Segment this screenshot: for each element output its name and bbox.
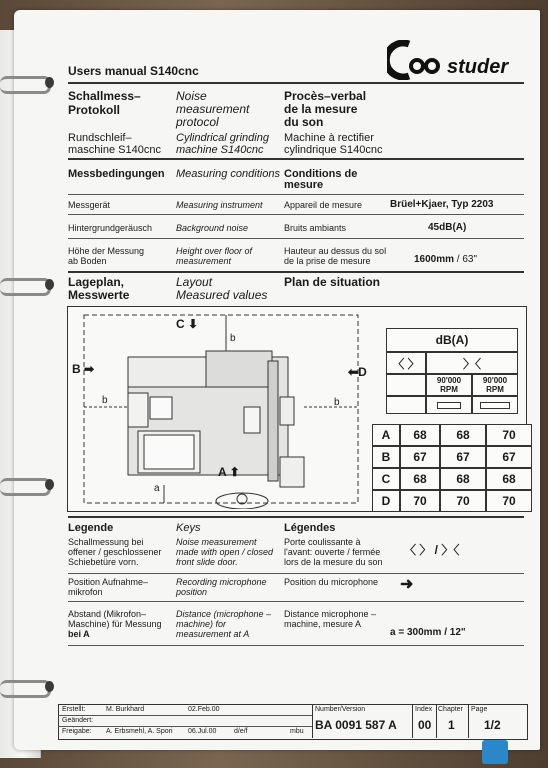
- arrow-down-icon: ⬇: [188, 317, 199, 331]
- title-de-2: Protokoll: [68, 103, 121, 117]
- rule-height: [68, 271, 524, 273]
- machine-en-2: machine S140cnc: [176, 144, 264, 156]
- label-a: A ⬆: [218, 465, 240, 479]
- legend-mic-en-2: position: [176, 587, 208, 597]
- rule-legend-1: [68, 573, 524, 574]
- legend-mic-de-1: Position Aufnahme–: [68, 577, 149, 587]
- conditions-de: Messbedingungen: [68, 168, 165, 180]
- title-en-3: protocol: [176, 115, 219, 129]
- legend-mic-fr-1: Position du microphone: [284, 577, 379, 587]
- svg-text:studer: studer: [447, 56, 509, 78]
- machine-panel-left: [128, 393, 148, 427]
- machine-top-left: [128, 357, 206, 387]
- row-height-en-2: measurement: [176, 256, 232, 266]
- footer-erstellt-label: Erstellt:: [62, 706, 86, 713]
- footer-number: BA 0091 587 A: [315, 718, 397, 732]
- legend-door-fr-1: Porte coulissante à: [284, 537, 361, 547]
- table-row-label: A: [372, 424, 400, 446]
- footer-number-label: Number/Version: [315, 706, 366, 713]
- table-tool-2: [472, 396, 518, 414]
- table-cell-db: 70: [486, 490, 532, 512]
- legend-mic-arrow-icon: ➜: [400, 576, 414, 593]
- corner-badge-icon: [482, 740, 508, 764]
- dim-b-right: b: [334, 397, 340, 408]
- row-height-fr-2: de la prise de mesure: [284, 256, 371, 266]
- table-cell-db: 70: [400, 490, 440, 512]
- table-cell-db: 70: [486, 424, 532, 446]
- legend-mic-en-1: Recording microphone: [176, 577, 267, 587]
- row-height-value: 1600mm: [414, 254, 455, 265]
- table-cell-db: 68: [486, 468, 532, 490]
- footer-erstellt-name: M. Burkhard: [106, 706, 145, 713]
- legend-door-en-2: made with open / closed: [176, 547, 274, 557]
- row-noise-en: Background noise: [176, 223, 249, 233]
- footer-index-label: Index: [415, 706, 433, 713]
- machine-side-unit: [280, 397, 294, 425]
- machine-en-1: Cylindrical grinding: [176, 132, 269, 144]
- table-symbol-open: 〈 〉: [386, 352, 426, 374]
- machine-fr-2: cylindrique S140cnc: [284, 144, 383, 156]
- legend-dist-value: a = 300mm / 12": [390, 627, 466, 638]
- row-height-value-wrap: [414, 254, 477, 266]
- table-tool-blank: [386, 396, 426, 414]
- rule-layout: [68, 516, 524, 518]
- legend-dist-de-2: Maschine) für Messung: [68, 619, 162, 629]
- dim-b-left: b: [102, 395, 108, 406]
- row-noise-value: 45dB(A): [428, 222, 467, 233]
- legend-dist-en-3: measurement at A: [176, 629, 250, 639]
- operator-figure: [216, 493, 268, 509]
- header-rule: [68, 82, 524, 84]
- footer-freigabe-date: 06.Jul.00: [188, 728, 217, 735]
- layout-de-2: Messwerte: [68, 288, 130, 302]
- conditions-fr-2: mesure: [284, 179, 324, 191]
- arrow-left-icon: ⬅: [348, 365, 359, 379]
- footer-chapter-label: Chapter: [438, 706, 463, 713]
- table-row-label: D: [372, 490, 400, 512]
- title-de-1: Schallmess–: [68, 89, 141, 103]
- label-c: C ⬇: [176, 317, 199, 331]
- rule-legend-3: [68, 645, 524, 646]
- conditions-en: Measuring conditions: [176, 168, 280, 180]
- row-instrument-fr: Appareil de mesure: [284, 200, 363, 210]
- legend-fr: Légendes: [284, 522, 336, 534]
- doc-title: Users manual S140cnc: [68, 64, 199, 78]
- footer-freigabe-label: Freigabe:: [62, 728, 92, 735]
- legend-dist-de-3: bei A: [68, 629, 90, 639]
- machine-window: [150, 397, 172, 419]
- legend-door-fr-3: lors de la mesure du son: [284, 557, 383, 567]
- rule-conditions: [68, 194, 524, 195]
- legend-dist-fr-2: machine, mesure A: [284, 619, 362, 629]
- row-noise-fr: Bruits ambiants: [284, 223, 347, 233]
- machine-door-glass: [144, 435, 194, 469]
- table-symbol-closed: 〉〈: [426, 352, 518, 374]
- title-en-2: measurement: [176, 102, 250, 116]
- machine-fr-1: Machine à rectifier: [284, 132, 374, 144]
- legend-dist-en-1: Distance (microphone –: [176, 609, 272, 619]
- rule-instrument: [68, 214, 524, 215]
- table-cell-db: 67: [440, 446, 486, 468]
- footer-lang: d/e/f: [234, 728, 248, 735]
- studer-logo: [387, 40, 527, 85]
- footer-div-3: [436, 704, 437, 738]
- studer-logo-icon: [387, 40, 527, 80]
- dim-a: a: [154, 483, 160, 494]
- table-cell-db: 68: [440, 424, 486, 446]
- row-height-en-1: Height over floor of: [176, 246, 253, 256]
- table-rpm-2: 90'000 RPM: [472, 374, 518, 396]
- table-rpm-blank: [386, 374, 426, 396]
- machine-column: [268, 361, 278, 481]
- table-cell-db: 67: [400, 446, 440, 468]
- row-height-fr-1: Hauteur au dessus du sol: [284, 246, 387, 256]
- footer-div-2: [412, 704, 413, 738]
- table-row-label: C: [372, 468, 400, 490]
- footer-div-4: [468, 704, 469, 738]
- footer-chapter: 1: [448, 718, 455, 732]
- footer-rule-1: [58, 715, 312, 716]
- legend-door-de-3: Schiebetüre vorn.: [68, 557, 139, 567]
- footer-page-label: Page: [471, 706, 488, 713]
- legend-door-fr-2: l'avant: ouverte / fermée: [284, 547, 381, 557]
- table-cell-db: 68: [400, 424, 440, 446]
- table-unit-header: dB(A): [386, 328, 518, 352]
- row-height-de-1: Höhe der Messung: [68, 246, 145, 256]
- footer-erstellt-date: 02.Feb.00: [188, 706, 220, 713]
- legend-door-symbol: 〈 〉 / 〉〈: [404, 543, 460, 557]
- document-page: [14, 10, 540, 750]
- title-fr-2: de la mesure: [284, 102, 358, 116]
- table-tool-1: [426, 396, 472, 414]
- row-noise-de: Hintergrundgeräusch: [68, 223, 153, 233]
- table-cell-db: 70: [440, 490, 486, 512]
- layout-en-2: Measured values: [176, 288, 268, 302]
- title-fr-1: Procès–verbal: [284, 89, 367, 103]
- legend-de: Legende: [68, 522, 114, 534]
- machine-top-right: [206, 351, 272, 387]
- row-height-unit: / 63": [454, 254, 478, 265]
- conditions-fr-1: Conditions de: [284, 168, 358, 180]
- machine-spindle: [244, 407, 260, 433]
- rule-machine: [68, 158, 524, 160]
- layout-de-1: Lageplan,: [68, 275, 125, 289]
- footer-div-1: [312, 704, 313, 738]
- label-d: ⬅D: [348, 365, 367, 379]
- footer-index: 00: [418, 718, 432, 732]
- footer-freigabe-name: A. Erbsmehl, A. Spori: [106, 728, 173, 735]
- title-fr-3: du son: [284, 115, 324, 129]
- legend-dist-fr-1: Distance microphone –: [284, 609, 377, 619]
- dim-b-top: b: [230, 333, 236, 344]
- table-rpm-1: 90'000 RPM: [426, 374, 472, 396]
- legend-mic-de-2: mikrofon: [68, 587, 103, 597]
- layout-en-1: Layout: [176, 275, 213, 289]
- table-cell-db: 67: [486, 446, 532, 468]
- arrow-right-icon: ➡: [84, 362, 95, 376]
- legend-door-en-3: front slide door.: [176, 557, 238, 567]
- footer-geaendert-label: Geändert:: [62, 717, 94, 724]
- legend-door-de-1: Schallmessung bei: [68, 537, 144, 547]
- legend-door-de-2: offener / geschlossener: [68, 547, 162, 557]
- spindle-icon: [437, 402, 461, 409]
- table-row-label: B: [372, 446, 400, 468]
- binder-ring: [0, 278, 51, 296]
- binder-ring: [0, 680, 51, 698]
- footer-initials: mbu: [290, 728, 304, 735]
- legend-door-en-1: Noise measurement: [176, 537, 257, 547]
- machine-de-2: maschine S140cnc: [68, 144, 161, 156]
- row-instrument-en: Measuring instrument: [176, 200, 263, 210]
- table-cell-db: 68: [400, 468, 440, 490]
- binder-ring: [0, 478, 51, 496]
- layout-fr: Plan de situation: [284, 275, 381, 289]
- legend-dist-en-2: machine) for: [176, 619, 227, 629]
- footer-rule-2: [58, 726, 312, 727]
- legend-dist-de-1: Abstand (Mikrofon–: [68, 609, 147, 619]
- row-instrument-value: Brüel+Kjaer, Typ 2203: [390, 199, 494, 210]
- binder-ring: [0, 76, 51, 94]
- row-instrument-de: Messgerät: [68, 200, 111, 210]
- machine-de-1: Rundschleif–: [68, 132, 132, 144]
- rule-legend-2: [68, 601, 524, 602]
- rule-noise: [68, 238, 524, 239]
- legend-en: Keys: [176, 522, 201, 534]
- table-cell-db: 68: [440, 468, 486, 490]
- row-height-de-2: ab Boden: [68, 256, 107, 266]
- coolant-unit: [280, 457, 304, 487]
- spindle-icon: [480, 402, 510, 409]
- label-b: B ➡: [72, 362, 95, 376]
- footer-page: 1/2: [484, 718, 501, 732]
- title-en-1: Noise: [176, 89, 207, 103]
- arrow-up-icon: ⬆: [229, 465, 240, 479]
